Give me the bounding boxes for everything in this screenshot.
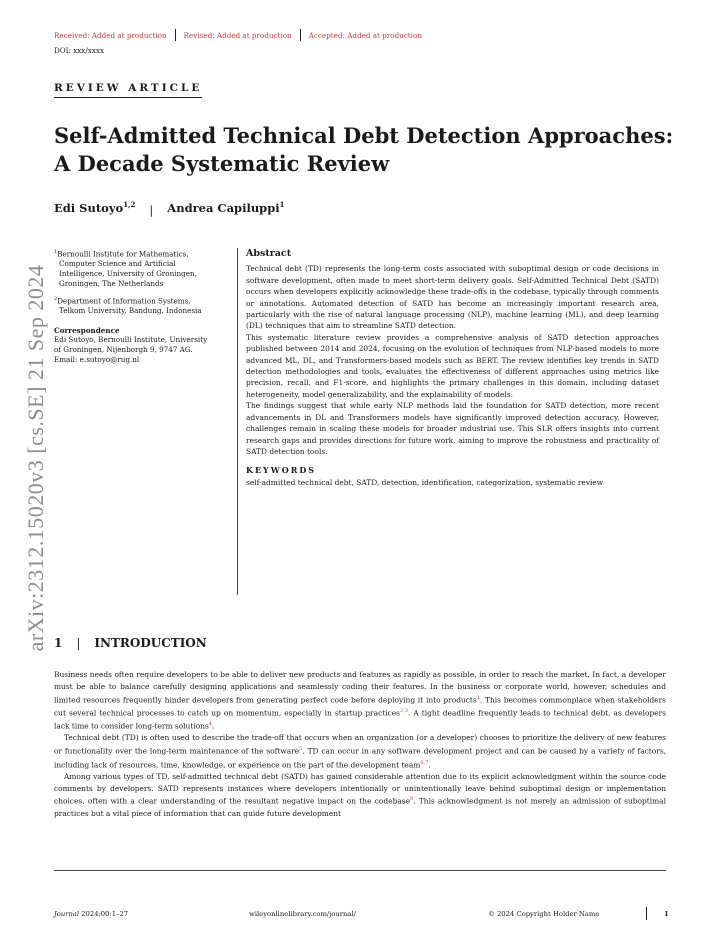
citation-link[interactable]: 1 — [476, 694, 480, 701]
arxiv-stamp-text: arXiv:2312.15020v3 [cs.SE] 21 Sep 2024 — [23, 264, 48, 652]
footer-divider — [646, 907, 647, 920]
correspondence-line: Email: e.sutoyo@rug.nl — [54, 354, 140, 364]
affiliation-line — [54, 295, 232, 306]
journal-name: Journal — [54, 910, 80, 918]
correspondence-heading: Correspondence — [54, 325, 120, 335]
author-name: Andrea Capiluppi — [167, 200, 280, 215]
date-divider — [300, 29, 301, 41]
author-affiliation-mark: 1 — [279, 200, 285, 209]
revised-date: Revised: Added at production — [183, 31, 292, 40]
publication-dates — [54, 30, 422, 42]
column-divider — [237, 248, 238, 595]
citation-link[interactable]: 6,7 — [420, 759, 429, 766]
keywords-heading: KEYWORDS — [246, 465, 317, 476]
affiliation-text: Telkom University, Bandung, Indonesia — [59, 305, 202, 315]
intro-text: Business needs often require developers to be able to deliver new products and features as rapidly as possible, in order to reach the market. In fact, a developer must be able to balance carefully designing applications and seamlessly coding their features. In the business or corporate world, however, schedules and limited resources frequently hinder developers from generating perfect code before deploying it into products — [54, 670, 666, 705]
intro-paragraph — [54, 669, 666, 732]
affiliation — [54, 295, 232, 316]
intro-text: . This acknowledgment is not merely an admission of suboptimal practices but a vital piece of information that can guide future development — [54, 796, 666, 818]
affiliation-mark: 2 — [54, 295, 58, 302]
intro-text: . — [428, 760, 431, 769]
date-divider — [175, 29, 176, 41]
received-date: Received: Added at production — [54, 31, 167, 40]
keywords: self-admitted technical debt, SATD, detection, identification, categorization, systematic review — [246, 477, 604, 487]
affiliation-line — [54, 279, 232, 289]
abstract-paragraph: This systematic literature review provides a comprehensive analysis of SATD detection approaches published between 2014 and 2024, focusing on the evolution of techniques from NLP-based models to more advanced ML, DL, and Transformers-based models such as BERT. The review identifies key trends in SATD detection methodologies and tools, evaluates the effectiveness of different approaches using metrics like precision, recall, and F1-score, and highlights the primary challenges in this domain, including dataset heterogeneity, model generalizability, and the explainability of models. — [246, 332, 659, 399]
section-heading — [54, 636, 207, 650]
affiliation-text: Bernoulli Institute for Mathematics, — [57, 249, 189, 259]
doi: DOI: xxx/xxxx — [54, 46, 104, 55]
intro-text: . A tight deadline frequently leads to technical debt, as developers lack time to consider long-term solutions — [54, 708, 666, 731]
affiliation-text: Computer Science and Artificial — [59, 259, 176, 269]
section-title: INTRODUCTION — [94, 636, 207, 650]
affiliation-line — [54, 259, 232, 269]
citation-link[interactable]: 4 — [208, 721, 212, 728]
citation-link[interactable]: 8 — [409, 796, 414, 803]
journal-info — [54, 910, 128, 918]
journal-website: wileyonlinelibrary.com/journal/ — [249, 910, 356, 918]
affiliation — [54, 248, 232, 289]
intro-text: Technical debt (TD) is often used to describe the trade-off that occurs when an organization (or a developer) chooses to prioritize the delivery of new features or functionality over the long-term maintenance of the software — [54, 733, 666, 756]
journal-volume: 2024;00:1–27 — [79, 910, 129, 918]
citation-link[interactable]: 5 — [299, 746, 303, 753]
abstract-heading: Abstract — [246, 248, 292, 259]
affiliations — [54, 248, 232, 365]
paper-title: Self-Admitted Technical Debt Detection Approaches: A Decade Systematic Review — [54, 123, 674, 176]
section-number: 1 — [54, 636, 63, 650]
abstract-paragraph: Technical debt (TD) represents the long-term costs associated with suboptimal design or code decisions in software development, often made to meet short-term delivery goals. Self-Admitted Technical Debt (SATD) occurs when developers explicitly acknowledge these trade-offs in the codebase, typically through comments or annotations. Automated detection of SATD has become an increasingly important research area, particularly with the rise of natural language processing (NLP), machine learning (ML), and deep learning (DL) techniques that aim to streamline SATD detection. — [246, 264, 659, 331]
intro-text: Among various types of TD, self-admitted technical debt (SATD) has gained considerable attention due to its explicit acknowledgment within the source code comments by developers. SATD represents instances where developers intentionally or unintentionally leave behind suboptimal design or implementation choices, often with a clear understanding of the resultant negative impact on the codebase — [54, 771, 666, 806]
accepted-date: Accepted: Added at production — [308, 31, 422, 40]
affiliation-text: Intelligence, University of Groningen, — [59, 268, 197, 278]
intro-paragraph — [54, 732, 666, 770]
citation-link[interactable]: 2,3 — [399, 707, 408, 714]
intro-text: . — [211, 721, 215, 731]
section-divider: | — [76, 636, 81, 650]
author-affiliation-mark: 1,2 — [123, 200, 136, 209]
introduction-body — [54, 669, 666, 819]
intro-text: . TD can occur in any software development project and can be caused by a variety of factors, including lack of resources, time, knowledge, or experience on the part of the development team — [54, 746, 666, 769]
page-number: 1 — [664, 910, 669, 918]
affiliation-mark: 1 — [54, 249, 58, 255]
author-name: Edi Sutoyo — [54, 200, 124, 215]
affiliation-text: Department of Information Systems, — [57, 295, 191, 305]
article-type: REVIEW ARTICLE — [54, 82, 202, 98]
affiliation-line — [54, 306, 232, 316]
author-list — [54, 200, 285, 215]
correspondence-line: of Groningen, Nijenborgh 9, 9747 AG. — [54, 345, 193, 355]
affiliation-line — [54, 269, 232, 279]
footer-rule — [54, 870, 666, 871]
intro-text: . This becomes commonplace when stakeholders cut several technical processes to catch up on momentum, especially in startup practices — [54, 695, 666, 718]
intro-paragraph — [54, 771, 666, 820]
affiliation-text: Groningen, The Netherlands — [59, 278, 164, 288]
affiliation-line — [54, 248, 232, 259]
copyright: © 2024 Copyright Holder Name — [488, 910, 600, 918]
correspondence-line: Edi Sutoyo, Bernoulli Institute, University — [54, 335, 208, 345]
author-divider: | — [149, 202, 154, 217]
abstract-paragraph: The findings suggest that while early NLP methods laid the foundation for SATD detection, more recent advancements in DL and Transformers models have significantly improved detection accuracy. However, challenges remain in scaling these models for broader industrial use. This SLR offers insights into current research gaps and provides directions for future work, aiming to improve the robustness and practicality of SATD detection tools. — [246, 401, 659, 456]
abstract — [246, 248, 659, 488]
